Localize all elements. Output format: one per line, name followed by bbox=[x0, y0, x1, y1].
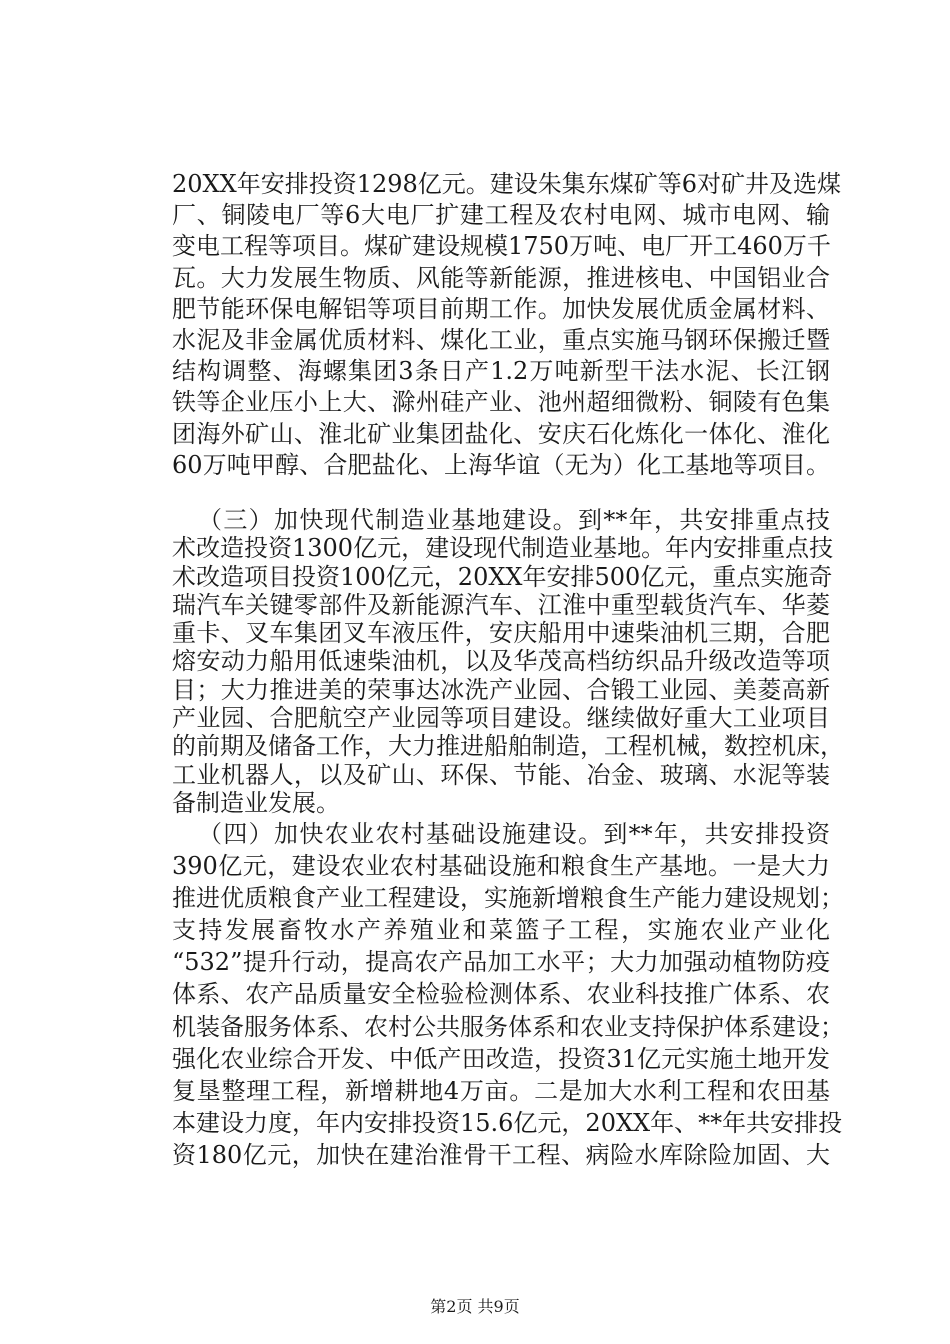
text-line: 备制造业发展。 bbox=[172, 788, 340, 817]
text-line: 390亿元，建设农业农村基础设施和粮食生产基地。一是大力 bbox=[172, 852, 830, 881]
text-line: 支持发展畜牧水产养殖业和菜篮子工程，实施农业产业化 bbox=[172, 916, 830, 945]
text-line: 瑞汽车关键零部件及新能源汽车、江淮中重型载货汽车、华菱 bbox=[172, 590, 830, 619]
paragraph-energy-projects bbox=[172, 169, 842, 481]
text-line: 复垦整理工程，新增耕地4万亩。二是加大水利工程和农田基 bbox=[172, 1076, 830, 1105]
paragraph-manufacturing-base bbox=[172, 506, 844, 817]
page-number-footer: 第2页 共9页 bbox=[430, 1297, 520, 1316]
text-line: 资180亿元，加快在建治淮骨干工程、病险水库除险加固、大 bbox=[172, 1140, 830, 1169]
text-line: 水泥及非金属优质材料、煤化工业，重点实施马钢环保搬迁暨 bbox=[172, 325, 830, 354]
text-line: 术改造项目投资100亿元，20XX年安排500亿元，重点实施奇 bbox=[172, 562, 833, 591]
text-line: 肥节能环保电解铝等项目前期工作。加快发展优质金属材料、 bbox=[172, 294, 830, 323]
text-line: 厂、铜陵电厂等6大电厂扩建工程及农村电网、城市电网、输 bbox=[172, 201, 830, 230]
text-line: 推进优质粮食产业工程建设，实施新增粮食生产能力建设规划； bbox=[172, 884, 844, 913]
text-line: 瓦。大力发展生物质、风能等新能源，推进核电、中国铝业合 bbox=[172, 263, 830, 292]
text-line: 强化农业综合开发、中低产田改造，投资31亿元实施土地开发 bbox=[172, 1044, 830, 1073]
text-line: 术改造投资1300亿元，建设现代制造业基地。年内安排重点技 bbox=[172, 534, 834, 563]
text-line: 变电工程等项目。煤矿建设规模1750万吨、电厂开工460万千 bbox=[172, 232, 831, 261]
text-line: 工业机器人，以及矿山、环保、节能、冶金、玻璃、水泥等装 bbox=[172, 760, 830, 789]
text-line: 熔安动力船用低速柴油机，以及华茂高档纺织品升级改造等项 bbox=[172, 647, 830, 676]
text-line: “532”提升行动，提高农产品加工水平；大力加强动植物防疫 bbox=[172, 948, 830, 977]
paragraph-agriculture-infrastructure bbox=[172, 818, 844, 1171]
text-line: 铁等企业压小上大、滁州硅产业、池州超细微粉、铜陵有色集 bbox=[172, 388, 830, 417]
text-line: 结构调整、海螺集团3条日产1.2万吨新型干法水泥、长江钢 bbox=[172, 357, 830, 386]
text-line: 体系、农产品质量安全检验检测体系、农业科技推广体系、农 bbox=[172, 980, 830, 1009]
text-line: （三）加快现代制造业基地建设。到**年，共安排重点技 bbox=[198, 506, 830, 534]
text-line: 团海外矿山、淮北矿业集团盐化、安庆石化炼化一体化、淮化 bbox=[172, 419, 830, 448]
text-line: 60万吨甲醇、合肥盐化、上海华谊（无为）化工基地等项目。 bbox=[172, 450, 830, 479]
text-line: 机装备服务体系、农村公共服务体系和农业支持保护体系建设； bbox=[172, 1012, 844, 1041]
text-line: （四）加快农业农村基础设施建设。到**年，共安排投资 bbox=[198, 820, 830, 848]
text-line: 目；大力推进美的荣事达冰洗产业园、合锻工业园、美菱高新 bbox=[172, 675, 830, 704]
text-line: 20XX年安排投资1298亿元。建设朱集东煤矿等6对矿井及选煤 bbox=[172, 170, 842, 198]
text-line: 本建设力度，年内安排投资15.6亿元，20XX年、**年共安排投 bbox=[172, 1108, 843, 1137]
text-line: 重卡、叉车集团叉车液压件，安庆船用中速柴油机三期，合肥 bbox=[172, 619, 830, 648]
text-line: 产业园、合肥航空产业园等项目建设。继续做好重大工业项目 bbox=[172, 704, 830, 733]
text-line: 的前期及储备工作，大力推进船舶制造，工程机械，数控机床， bbox=[172, 732, 844, 761]
